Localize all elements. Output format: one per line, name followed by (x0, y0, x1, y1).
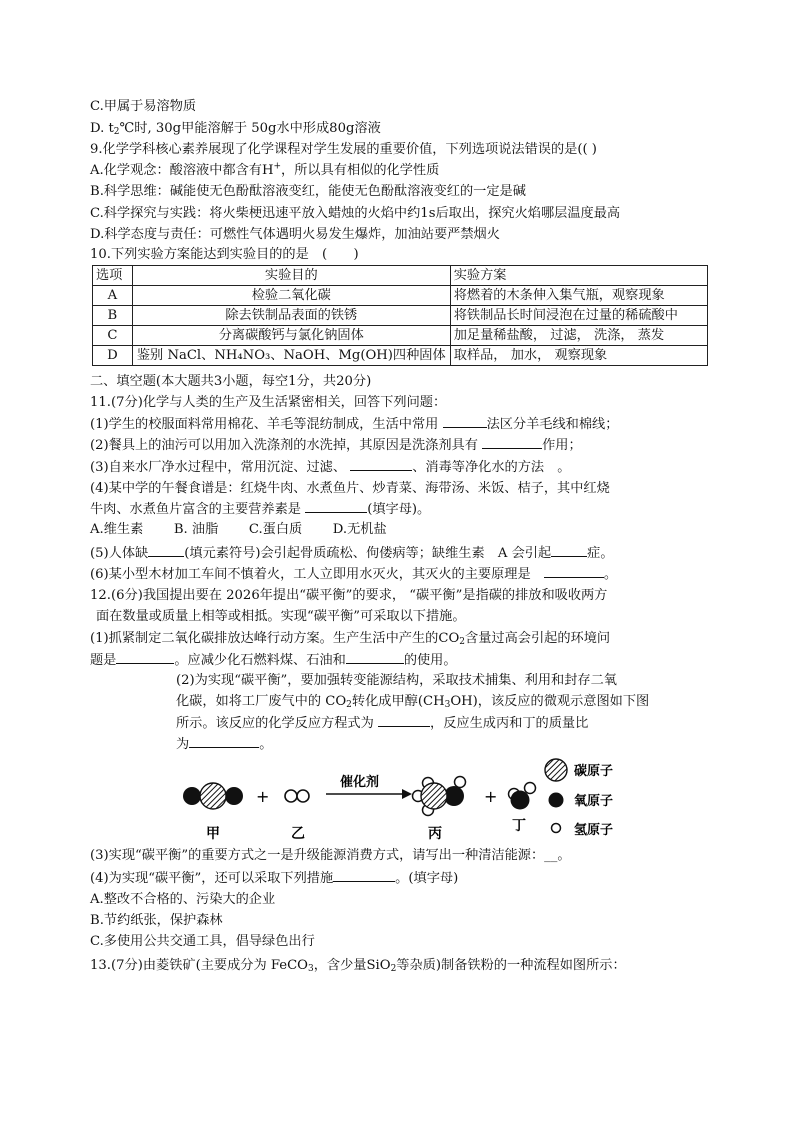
answer-blank[interactable] (443, 415, 487, 428)
row-option: D (93, 346, 133, 366)
q9-option-b: B.科学思维：碱能使无色酚酞溶液变红，能使无色酚酞溶液变红的一定是碱 (90, 184, 526, 199)
q9-option-d: D.科学态度与责任：可燃性气体遇明火易发生爆炸，加油站要严禁烟火 (90, 227, 500, 242)
answer-blank[interactable] (544, 565, 604, 578)
label-jia: 甲 (206, 826, 220, 842)
q11-stem: 11.(7分)化学与人类的生产及生活紧密相关，回答下列问题： (90, 395, 447, 410)
q12-part-2-line1: (2)为实现“碳平衡”，要加强转变能源结构，采取技术捕集、利用和封存二氧 (176, 673, 617, 688)
answer-blank[interactable] (305, 500, 367, 513)
header-purpose: 实验目的 (132, 266, 450, 286)
q13-stem: 13.(7分)由菱铁矿(主要成分为 FeCO$_3$，含少量SiO$_2$等杂质)制备铁粉的一种流程如图所示： (90, 958, 626, 974)
header-option: 选项 (93, 266, 133, 286)
row-plan: 加足量稀盐酸， 过滤， 洗涤， 蒸发 (450, 326, 707, 346)
row-purpose: 鉴别 NaCl、NH₄NO₃、NaOH、Mg(OH)四种固体 (132, 346, 450, 366)
row-plan: 取样品， 加水， 观察现象 (450, 346, 707, 366)
q11-part-3: (3)自来水厂净水过程中，常用沉淀、过滤、 、消毒等净化水的方法 。 (90, 460, 571, 475)
q12-option-c: C.多使用公共交通工具，倡导绿色出行 (90, 934, 315, 949)
q11-part-4-line1: (4)某中学的午餐食谱是：红烧牛肉、水煮鱼片、炒青菜、海带汤、米饭、桔子，其中红烧 (90, 481, 610, 496)
answer-blank[interactable] (482, 436, 542, 449)
q9-option-c: C.科学探究与实践：将火柴梗迅速平放入蜡烛的火焰中约1s后取出，探究火焰哪层温度最高 (90, 206, 621, 221)
answer-blank[interactable] (551, 544, 587, 557)
table-row (93, 286, 708, 306)
q12-stem-line2: 面在数量或质量上相等或相抵。实现“碳平衡”可采取以下措施。 (96, 609, 466, 624)
row-option: C (93, 326, 133, 346)
q11-part-2: (2)餐具上的油污可以用加入洗涤剂的水洗掉，其原因是洗涤剂具有 作用； (90, 438, 582, 453)
answer-blank[interactable] (350, 458, 412, 471)
plus-sign: + (256, 787, 270, 806)
q12-part-2-line2: 化碳，如将工厂废气中的 $CO_2$转化成甲醇$(CH_3OH)$，该反应的微观示意图如下图 (176, 694, 650, 710)
oxygen-atom-icon (549, 793, 564, 808)
row-plan: 将燃着的木条伸入集气瓶，观察现象 (450, 286, 707, 306)
answer-blank[interactable] (116, 651, 174, 664)
answer-blank[interactable] (346, 651, 404, 664)
row-option: A (93, 286, 133, 306)
q12-option-b: B.节约纸张，保护森林 (90, 913, 223, 928)
legend (545, 759, 613, 838)
q8-option-d: D. $t_2℃$时, 30g甲能溶解于 50g水中形成80g溶液 (90, 121, 381, 137)
q8-option-c: C.甲属于易溶物质 (90, 99, 197, 114)
label-bing: 丙 (428, 826, 442, 842)
q12-option-a: A.整改不合格的、污染大的企业 (90, 892, 276, 907)
q11-part-1: (1)学生的校服面料常用棉花、羊毛等混纺制成，生活中常用 法区分羊毛线和棉线； (90, 417, 619, 432)
table-row (93, 326, 708, 346)
legend-hydrogen: 氢原子 (574, 823, 614, 838)
q12-part-3: (3)实现“碳平衡”的重要方式之一是升级能源消费方式，请写出一种清洁能源：__。 (90, 848, 571, 863)
q12-stem-line1: 12.(6分)我国提出要在 2026年提出“碳平衡”的要求， “碳平衡”是指碳的排放和吸收两方 (90, 588, 608, 603)
q9-option-a: A.化学观念：酸溶液中都含有H+，所以具有相似的化学性质 (90, 161, 440, 178)
q12-part-2-line4: 为 。 (176, 737, 273, 752)
q10-table (92, 265, 708, 366)
answer-blank[interactable] (189, 735, 259, 748)
methanol-molecule-icon (413, 777, 466, 816)
q11-part-4-line2: 牛肉、水煮鱼片富含的主要营养素是 (填字母)。 (90, 502, 431, 517)
row-purpose: 分离碳酸钙与氯化钠固体 (132, 326, 450, 346)
legend-carbon: 碳原子 (574, 764, 614, 779)
h2-molecule-icon (285, 790, 309, 802)
row-plan: 将铁制品长时间浸泡在过量的稀硫酸中 (450, 306, 707, 326)
table-row (93, 346, 708, 366)
row-option: B (93, 306, 133, 326)
q12-part-1-line1: (1)抓紧制定二氧化碳排放达峰行动方案。生产生活中产生的$CO_2$含量过高会引起的环境问 (90, 631, 611, 647)
hydrogen-atom-icon (552, 824, 561, 833)
row-purpose: 除去铁制品表面的铁锈 (132, 306, 450, 326)
co2-molecule-icon (183, 783, 243, 809)
q9-stem: 9.化学学科核心素养展现了化学课程对学生发展的重要价值，下列选项说法错误的是(( ) (90, 142, 597, 157)
catalyst-label: 催化剂 (340, 775, 380, 790)
answer-blank[interactable] (333, 869, 395, 882)
answer-blank[interactable] (378, 714, 430, 727)
q12-part-2-line3: 所示。该反应的化学反应方程式为 ，反应生成丙和丁的质量比 (176, 716, 589, 731)
header-plan: 实验方案 (450, 266, 707, 286)
label-ding: 丁 (512, 818, 526, 834)
answer-blank[interactable] (148, 544, 184, 557)
q10-stem: 10.下列实验方案能达到实验目的的是 ( ) (90, 247, 359, 262)
label-yi: 乙 (291, 826, 305, 842)
section-2-title: 二、填空题(本大题共3小题，每空1分，共20分) (90, 374, 372, 389)
plus-sign: + (484, 787, 498, 806)
q11-part-6: (6)某小型木材加工车间不慎着火，工人立即用水灭火，其灭火的主要原理是 。 (90, 567, 618, 582)
q12-part-4: (4)为实现“碳平衡”，还可以采取下列措施 。(填字母) (90, 871, 459, 886)
table-row (93, 306, 708, 326)
reaction-diagram (170, 752, 630, 844)
q11-part-5: (5)人体缺 (填元素符号)会引起骨质疏松、佝偻病等；缺维生素 A 会引起 症。 (90, 546, 614, 561)
q11-choices: A.维生素 B. 油脂 C.蛋白质 D.无机盐 (90, 522, 387, 537)
legend-oxygen: 氧原子 (574, 794, 614, 809)
table-header-row (93, 266, 708, 286)
row-purpose: 检验二氧化碳 (132, 286, 450, 306)
carbon-atom-icon (545, 759, 567, 781)
reaction-arrow-icon (326, 789, 412, 799)
q12-part-1-line2: 题是 。应减少化石燃料煤、石油和 的使用。 (90, 653, 457, 668)
water-molecule-icon (509, 783, 536, 810)
